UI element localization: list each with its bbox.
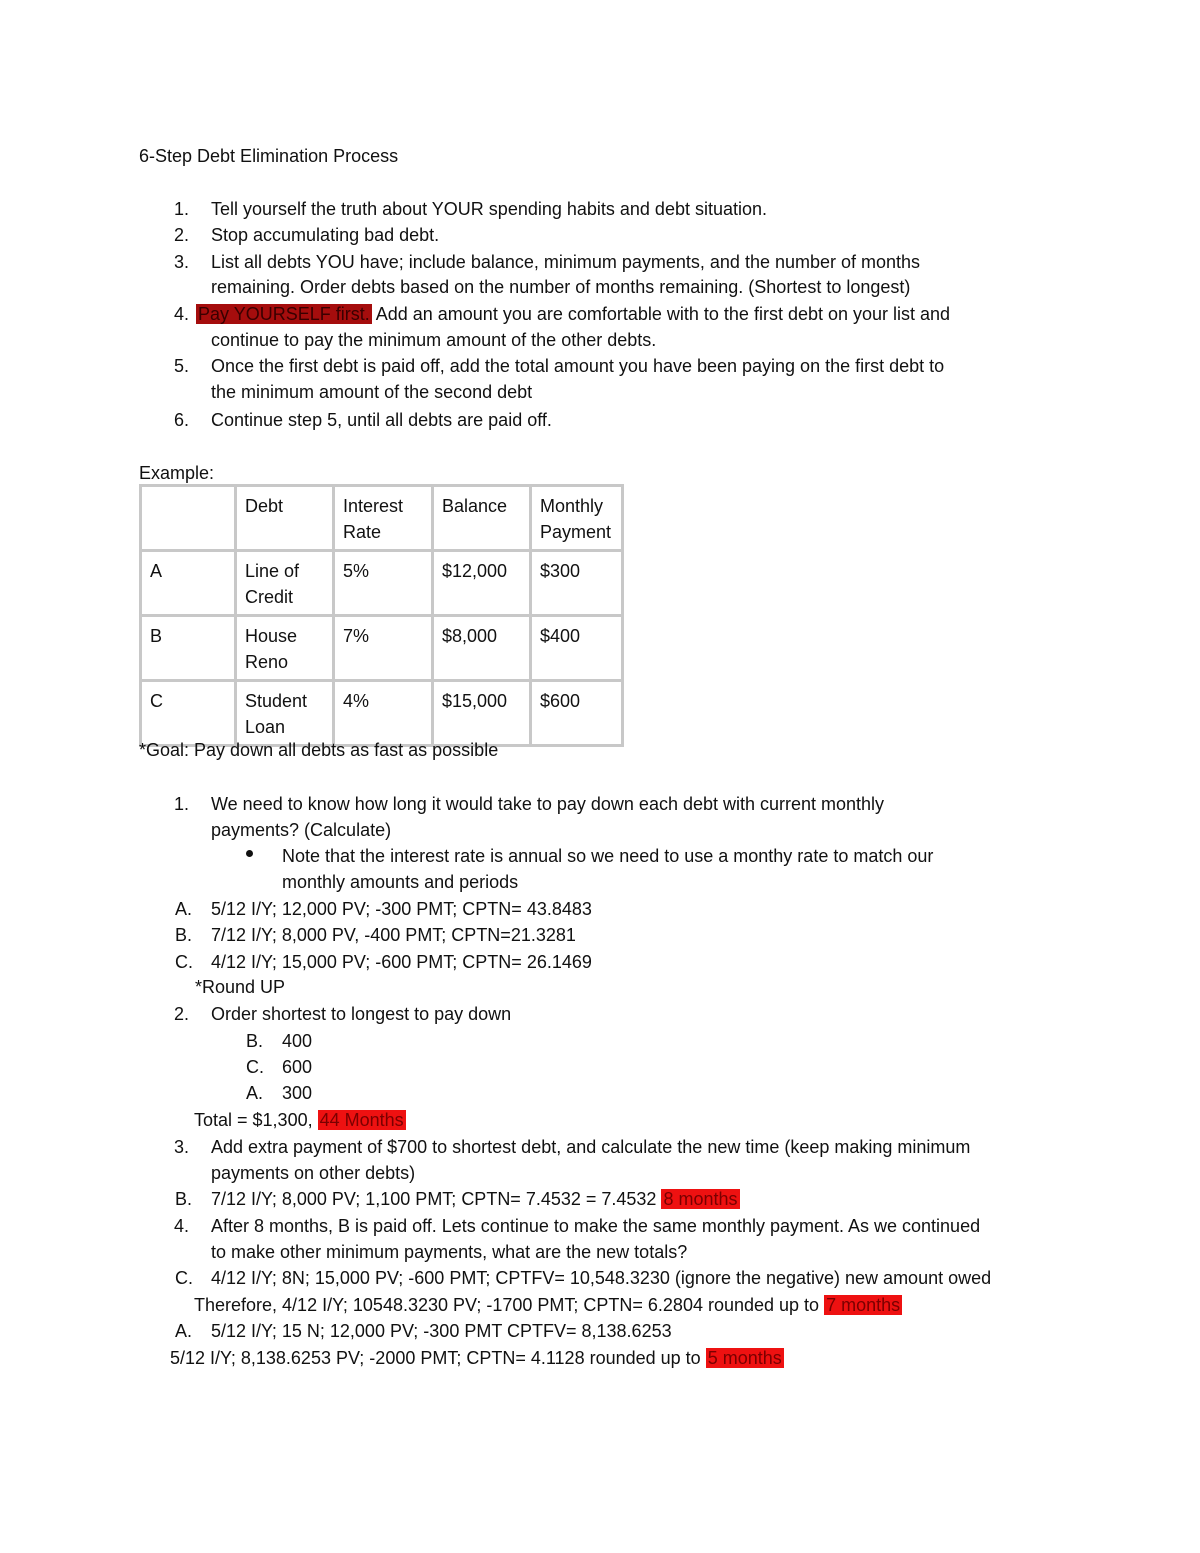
table-row [141,551,623,616]
table-cell: Student Loan [236,681,334,746]
step-text: continue to pay the minimum amount of the other debts. [211,330,657,350]
step-number: 2. [174,225,190,245]
order-label: B. [246,1031,264,1051]
question-text: to make other minimum payments, what are the new totals? [211,1242,688,1262]
table-header-row [141,486,623,551]
final-line [170,1345,784,1371]
table-cell: C [141,681,236,746]
calc-text-main: 5/12 I/Y; 8,138.6253 PV; -2000 PMT; CPTN= 4.1128 rounded up to [170,1348,706,1368]
table-header-cell: Debt [236,486,334,551]
calc-label: B. [175,1189,193,1209]
total-line [194,1107,406,1133]
question-number: 1. [174,794,190,814]
question-text: Order shortest to longest to pay down [211,1004,512,1024]
step-text: Tell yourself the truth about YOUR spending habits and debt situation. [211,199,768,219]
highlighted-text: Pay YOURSELF first. [198,304,370,324]
calc-text-main: 7/12 I/Y; 8,000 PV; 1,100 PMT; CPTN= 7.4532 = 7.4532 [211,1189,662,1209]
table-cell: 4% [334,681,433,746]
note-text: monthly amounts and periods [282,872,519,892]
highlighted-text: 5 months [707,1348,782,1368]
calc-text: 7/12 I/Y; 8,000 PV, -400 PMT; CPTN=21.3281 [211,925,576,945]
question-number: 4. [174,1216,190,1236]
table-cell: $15,000 [433,681,531,746]
table-header-cell: Monthly Payment [531,486,623,551]
calc-text [211,1186,740,1212]
step-number: 3. [174,252,190,272]
table-cell: 7% [334,616,433,681]
highlighted-text: 7 months [826,1295,901,1315]
calc-text-main: Therefore, 4/12 I/Y; 10548.3230 PV; -1700 PMT; CPTN= 6.2804 rounded up to [194,1295,825,1315]
calc-label: A. [175,1321,193,1341]
example-label: Example: [139,463,215,483]
table-cell: $300 [531,551,623,616]
question-text: payments on other debts) [211,1163,416,1183]
order-label: A. [246,1083,264,1103]
order-value: 300 [282,1083,313,1103]
step-text: the minimum amount of the second debt [211,382,533,402]
calc-text: 4/12 I/Y; 15,000 PV; -600 PMT; CPTN= 26.1469 [211,952,592,972]
table-cell: A [141,551,236,616]
table-cell: $8,000 [433,616,531,681]
table-cell: $600 [531,681,623,746]
document-title: 6-Step Debt Elimination Process [139,146,399,166]
table-cell: House Reno [236,616,334,681]
question-text: Add extra payment of $700 to shortest debt, and calculate the new time (keep making minimum [211,1137,971,1157]
step-text: remaining. Order debts based on the number of months remaining. (Shortest to longest) [211,277,911,297]
question-number: 2. [174,1004,190,1024]
step-text-rest: Add an amount you are comfortable with to the first debt on your list and [371,304,951,324]
calc-text: 5/12 I/Y; 15 N; 12,000 PV; -300 PMT CPTFV= 8,138.6253 [211,1321,672,1341]
highlighted-text: 44 Months [319,1110,404,1130]
calc-label: C. [175,952,193,972]
table-cell: $12,000 [433,551,531,616]
table-header-cell: Interest Rate [334,486,433,551]
therefore-line [194,1292,902,1318]
debts-table [139,484,624,747]
table-cell: Line of Credit [236,551,334,616]
question-number: 3. [174,1137,190,1157]
step-text [196,301,950,327]
step-text: Once the first debt is paid off, add the total amount you have been paying on the first debt to [211,356,945,376]
step-number: 5. [174,356,190,376]
goal-note: *Goal: Pay down all debts as fast as possible [139,740,499,760]
table-cell: B [141,616,236,681]
step-number: 1. [174,199,190,219]
table-header-cell: Balance [433,486,531,551]
order-value: 600 [282,1057,313,1077]
calc-label: A. [175,899,193,919]
table-cell: $400 [531,616,623,681]
calc-text: 5/12 I/Y; 12,000 PV; -300 PMT; CPTN= 43.8483 [211,899,592,919]
total-text: Total = $1,300, [194,1110,318,1130]
table-row [141,616,623,681]
step-number: 4. [174,304,190,324]
calc-text: 4/12 I/Y; 8N; 15,000 PV; -600 PMT; CPTFV= 10,548.3230 (ignore the negative) new amount owed [211,1268,992,1288]
step-text: List all debts YOU have; include balance, minimum payments, and the number of months [211,252,921,272]
table-header-cell [141,486,236,551]
question-text: We need to know how long it would take to pay down each debt with current monthly [211,794,885,814]
step-text: Stop accumulating bad debt. [211,225,440,245]
step-number: 6. [174,410,190,430]
table-cell: 5% [334,551,433,616]
round-up-note: *Round UP [195,977,286,997]
calc-label: B. [175,925,193,945]
table-row [141,681,623,746]
question-text: After 8 months, B is paid off. Lets continue to make the same monthly payment. As we continued [211,1216,981,1236]
question-text: payments? (Calculate) [211,820,392,840]
calc-label: C. [175,1268,193,1288]
order-value: 400 [282,1031,313,1051]
note-text: Note that the interest rate is annual so we need to use a monthy rate to match our [282,846,934,866]
order-label: C. [246,1057,264,1077]
bullet-icon [246,850,253,857]
step-text: Continue step 5, until all debts are paid off. [211,410,552,430]
highlighted-text: 8 months [663,1189,738,1209]
